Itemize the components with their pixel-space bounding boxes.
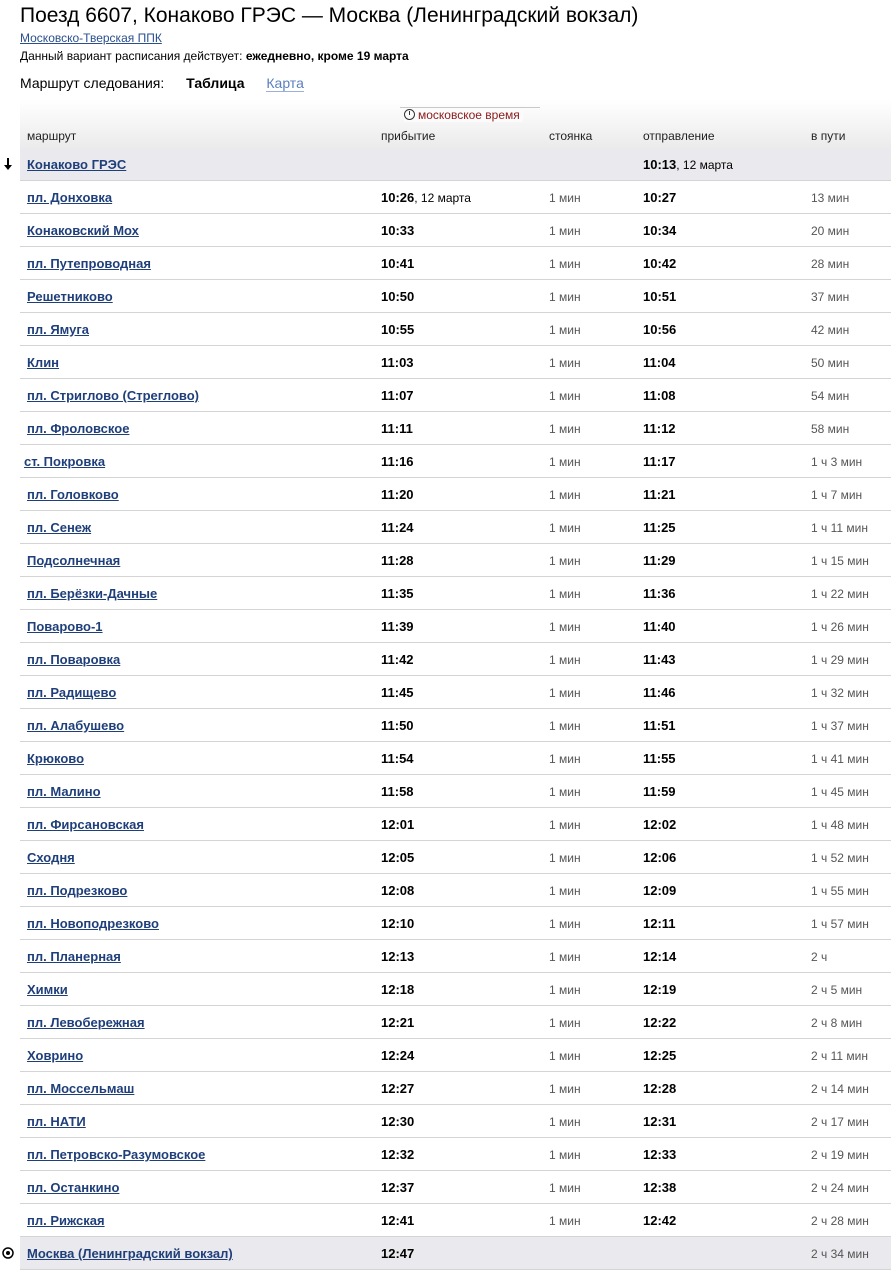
station-link[interactable]: пл. Малино (27, 784, 101, 799)
column-header-route: маршрут (27, 129, 77, 143)
schedule-table-body (0, 148, 891, 1270)
stop-duration: 1 мин (549, 356, 581, 370)
stop-duration: 1 мин (549, 983, 581, 997)
arrival-time-value: 10:55 (381, 322, 415, 337)
station-link[interactable]: пл. Донховка (27, 190, 113, 205)
departure-time-value: 10:34 (643, 223, 677, 238)
arrival-time-value: 11:50 (381, 718, 414, 733)
travel-time: 1 ч 41 мин (811, 752, 869, 766)
table-row (20, 676, 891, 709)
arrival-time (381, 982, 414, 998)
travel-time: 2 ч 24 мин (811, 1181, 869, 1195)
arrival-time (381, 388, 414, 404)
departure-time (643, 520, 676, 536)
stop-duration: 1 мин (549, 455, 581, 469)
departure-time (643, 454, 676, 470)
departure-time-value: 11:36 (643, 586, 676, 601)
arrival-time-value: 12:08 (381, 883, 415, 898)
arrival-time-value: 11:54 (381, 751, 414, 766)
arrival-time (381, 322, 414, 338)
travel-time: 2 ч 34 мин (811, 1247, 869, 1261)
arrival-time (381, 1048, 414, 1064)
arrival-time-value: 12:30 (381, 1114, 415, 1129)
departure-time-value: 12:42 (643, 1213, 677, 1228)
arrival-time-value: 12:21 (381, 1015, 415, 1030)
arrival-time (381, 652, 414, 668)
arrival-time-value: 11:42 (381, 652, 414, 667)
arrival-time (381, 751, 414, 767)
arrival-time-value: 11:03 (381, 355, 414, 370)
table-row (20, 643, 891, 676)
arrival-time (381, 1015, 414, 1031)
arrival-time-value: 11:24 (381, 520, 414, 535)
departure-time (643, 157, 733, 173)
validity-label: Данный вариант расписания действует: (20, 49, 243, 63)
arrival-time-value: 12:18 (381, 982, 415, 997)
stop-duration: 1 мин (549, 719, 581, 733)
stop-duration: 1 мин (549, 917, 581, 931)
arrival-time-value: 11:07 (381, 388, 414, 403)
station-link[interactable]: пл. Сенеж (27, 520, 92, 535)
departure-time (643, 685, 676, 701)
table-row (20, 445, 891, 478)
arrival-time (381, 454, 414, 470)
arrival-time-value: 12:13 (381, 949, 415, 964)
departure-time (643, 553, 676, 569)
arrival-time-value: 11:39 (381, 619, 414, 634)
travel-time: 2 ч 14 мин (811, 1082, 869, 1096)
departure-time-value: 12:22 (643, 1015, 677, 1030)
table-row (20, 313, 891, 346)
station-link[interactable]: пл. Путепроводная (27, 256, 151, 271)
departure-time-value: 11:40 (643, 619, 676, 634)
table-row (20, 874, 891, 907)
table-row (20, 379, 891, 412)
table-row (20, 1171, 891, 1204)
departure-time-value: 12:09 (643, 883, 677, 898)
table-row (20, 973, 891, 1006)
departure-time-value: 12:19 (643, 982, 677, 997)
departure-time-value: 11:12 (643, 421, 676, 436)
travel-time: 2 ч 8 мин (811, 1016, 863, 1030)
departure-time-value: 11:25 (643, 520, 676, 535)
stop-duration: 1 мин (549, 554, 581, 568)
travel-time: 1 ч 32 мин (811, 686, 869, 700)
departure-time (643, 619, 676, 635)
travel-time: 1 ч 11 мин (811, 521, 868, 535)
arrival-time (381, 223, 414, 239)
arrival-time (381, 1180, 414, 1196)
departure-time-value: 11:29 (643, 553, 676, 568)
column-header-travel: в пути (811, 129, 846, 143)
station-link[interactable]: пл. Фроловское (27, 421, 130, 436)
departure-time-value: 12:31 (643, 1114, 677, 1129)
arrival-time (381, 256, 414, 272)
target-circle-icon (2, 1246, 14, 1260)
travel-time: 2 ч 28 мин (811, 1214, 869, 1228)
travel-time: 2 ч 5 мин (811, 983, 863, 997)
departure-time (643, 1015, 676, 1031)
station-link[interactable]: Москва (Ленинградский вокзал) (27, 1246, 233, 1261)
arrival-time (381, 520, 414, 536)
table-row (20, 346, 891, 379)
station-link[interactable]: пл. Радищево (27, 685, 117, 700)
table-row (20, 511, 891, 544)
page-title: Поезд 6607, Конаково ГРЭС — Москва (Ленинградский вокзал) (20, 4, 639, 27)
stop-duration: 1 мин (549, 818, 581, 832)
travel-time: 1 ч 55 мин (811, 884, 869, 898)
departure-time-value: 12:11 (643, 916, 676, 931)
arrival-time (381, 883, 414, 899)
table-row (20, 907, 891, 940)
arrival-time (381, 916, 414, 932)
stop-duration: 1 мин (549, 488, 581, 502)
arrival-time (381, 553, 414, 569)
arrival-time-value: 11:16 (381, 454, 414, 469)
station-link[interactable]: пл. Ямуга (27, 322, 89, 337)
departure-time (643, 949, 676, 965)
stop-duration: 1 мин (549, 653, 581, 667)
departure-time-value: 12:28 (643, 1081, 677, 1096)
departure-time-value: 12:38 (643, 1180, 677, 1195)
arrival-time (381, 850, 414, 866)
table-row (20, 544, 891, 577)
arrival-time (381, 685, 414, 701)
departure-time (643, 784, 676, 800)
departure-time (643, 751, 676, 767)
stop-duration: 1 мин (549, 1016, 581, 1030)
station-link[interactable]: пл. Подрезково (27, 883, 128, 898)
travel-time: 2 ч 11 мин (811, 1049, 868, 1063)
departure-time-value: 12:06 (643, 850, 677, 865)
schedule-validity (20, 49, 409, 64)
column-header-arrival: прибытие (381, 129, 436, 143)
station-link[interactable]: Крюково (27, 751, 85, 766)
table-row (20, 808, 891, 841)
departure-time (643, 421, 676, 437)
departure-time-value: 12:02 (643, 817, 677, 832)
stop-duration: 1 мин (549, 1115, 581, 1129)
arrival-time-value: 11:28 (381, 553, 414, 568)
arrival-time-value: 11:35 (381, 586, 414, 601)
stop-duration: 1 мин (549, 950, 581, 964)
stop-duration: 1 мин (549, 587, 581, 601)
departure-time (643, 190, 676, 206)
station-link[interactable]: пл. НАТИ (27, 1114, 86, 1129)
travel-time: 50 мин (811, 356, 850, 370)
table-row (20, 1072, 891, 1105)
departure-time (643, 850, 676, 866)
stop-duration: 1 мин (549, 1214, 581, 1228)
arrival-date: , 12 марта (414, 191, 471, 205)
departure-time (643, 355, 676, 371)
arrival-time (381, 784, 414, 800)
table-row (20, 181, 891, 214)
table-row (20, 610, 891, 643)
arrow-down-icon (2, 157, 14, 171)
arrival-time-value: 12:47 (381, 1246, 415, 1261)
stop-duration: 1 мин (549, 752, 581, 766)
departure-time (643, 1081, 676, 1097)
travel-time: 1 ч 37 мин (811, 719, 869, 733)
column-header-departure: отправление (643, 129, 715, 143)
station-link[interactable]: Поварово-1 (27, 619, 103, 634)
arrival-time-value: 10:41 (381, 256, 415, 271)
departure-time-value: 11:21 (643, 487, 676, 502)
departure-time (643, 1048, 676, 1064)
departure-time (643, 817, 676, 833)
stop-duration: 1 мин (549, 785, 581, 799)
arrival-time-value: 12:10 (381, 916, 415, 931)
travel-time: 37 мин (811, 290, 850, 304)
station-link[interactable]: пл. Головково (27, 487, 119, 502)
departure-time-value: 10:51 (643, 289, 677, 304)
travel-time: 20 мин (811, 224, 850, 238)
arrival-time (381, 1147, 414, 1163)
stop-duration: 1 мин (549, 191, 581, 205)
travel-time: 1 ч 3 мин (811, 455, 863, 469)
departure-time (643, 586, 676, 602)
departure-time (643, 718, 676, 734)
departure-time (643, 1114, 676, 1130)
travel-time: 58 мин (811, 422, 850, 436)
table-row (20, 247, 891, 280)
departure-time-value: 11:08 (643, 388, 676, 403)
travel-time: 28 мин (811, 257, 850, 271)
tab-map[interactable]: Карта (266, 75, 304, 91)
tab-table: Таблица (186, 75, 245, 91)
station-link[interactable]: пл. Левобережная (27, 1015, 145, 1030)
arrival-time (381, 487, 414, 503)
departure-time (643, 883, 676, 899)
arrival-time (381, 1246, 414, 1262)
arrival-time (381, 1081, 414, 1097)
arrival-time-value: 12:37 (381, 1180, 415, 1195)
station-link[interactable]: Химки (27, 982, 68, 997)
departure-time (643, 982, 676, 998)
station-link[interactable]: пл. Фирсановская (27, 817, 144, 832)
station-link[interactable]: Решетниково (27, 289, 113, 304)
validity-value: ежедневно, кроме 19 марта (245, 49, 409, 63)
arrival-time-value: 10:33 (381, 223, 415, 238)
departure-date: , 12 марта (676, 158, 733, 172)
route-view-switcher (20, 74, 304, 92)
departure-time-value: 10:13 (643, 157, 677, 172)
arrival-time-value: 12:05 (381, 850, 415, 865)
arrival-time-value: 10:50 (381, 289, 415, 304)
stop-duration: 1 мин (549, 1049, 581, 1063)
travel-time: 1 ч 48 мин (811, 818, 869, 832)
stop-duration: 1 мин (549, 1181, 581, 1195)
arrival-time-value: 12:27 (381, 1081, 415, 1096)
travel-time: 1 ч 45 мин (811, 785, 869, 799)
arrival-time-value: 11:11 (381, 421, 413, 436)
travel-time: 2 ч (811, 950, 828, 964)
travel-time: 1 ч 7 мин (811, 488, 863, 502)
column-header-stop: стоянка (549, 129, 593, 143)
departure-time (643, 256, 676, 272)
table-row (20, 148, 891, 181)
table-row (20, 940, 891, 973)
departure-time-value: 11:46 (643, 685, 676, 700)
clock-icon (404, 109, 415, 120)
table-row (20, 478, 891, 511)
arrival-time-value: 11:58 (381, 784, 414, 799)
departure-time (643, 289, 676, 305)
arrival-time (381, 1213, 414, 1229)
stop-duration: 1 мин (549, 620, 581, 634)
station-link[interactable]: пл. Петровско-Разумовское (27, 1147, 206, 1162)
stop-duration: 1 мин (549, 290, 581, 304)
departure-time (643, 223, 676, 239)
travel-time: 1 ч 15 мин (811, 554, 869, 568)
departure-time-value: 12:33 (643, 1147, 677, 1162)
arrival-time (381, 949, 414, 965)
arrival-time (381, 1114, 414, 1130)
stop-duration: 1 мин (549, 521, 581, 535)
arrival-time-value: 12:01 (381, 817, 415, 832)
travel-time: 1 ч 57 мин (811, 917, 869, 931)
departure-time (643, 322, 676, 338)
table-row (20, 412, 891, 445)
departure-time (643, 487, 676, 503)
table-row (20, 775, 891, 808)
departure-time (643, 1213, 676, 1229)
station-link[interactable]: пл. Берёзки-Дачные (27, 586, 158, 601)
departure-time-value: 12:14 (643, 949, 677, 964)
station-link[interactable]: пл. Планерная (27, 949, 121, 964)
departure-time (643, 652, 676, 668)
stop-duration: 1 мин (549, 851, 581, 865)
arrival-time (381, 355, 414, 371)
table-row (20, 709, 891, 742)
arrival-time-value: 12:24 (381, 1048, 415, 1063)
travel-time: 2 ч 19 мин (811, 1148, 869, 1162)
departure-time-value: 11:04 (643, 355, 676, 370)
stop-duration: 1 мин (549, 389, 581, 403)
travel-time: 1 ч 29 мин (811, 653, 869, 667)
departure-time-value: 11:59 (643, 784, 676, 799)
travel-time: 54 мин (811, 389, 850, 403)
station-link[interactable]: пл. Моссельмаш (27, 1081, 135, 1096)
station-link[interactable]: пл. Стриглово (Стреглово) (27, 388, 199, 403)
station-link[interactable]: Конаково ГРЭС (27, 157, 127, 172)
stop-duration: 1 мин (549, 1082, 581, 1096)
table-row (20, 1105, 891, 1138)
departure-time-value: 12:25 (643, 1048, 677, 1063)
arrival-time-value: 12:32 (381, 1147, 415, 1162)
stop-duration: 1 мин (549, 224, 581, 238)
departure-time-value: 10:42 (643, 256, 677, 271)
table-row (20, 214, 891, 247)
departure-time (643, 916, 676, 932)
timezone-text: московское время (418, 108, 520, 122)
arrival-time (381, 718, 414, 734)
station-link[interactable]: Клин (27, 355, 60, 370)
station-link[interactable]: пл. Поваровка (27, 652, 121, 667)
arrival-time (381, 421, 413, 437)
station-link[interactable]: Подсолнечная (27, 553, 121, 568)
station-link[interactable]: пл. Новоподрезково (27, 916, 159, 931)
timezone-note (404, 108, 523, 122)
travel-time: 2 ч 17 мин (811, 1115, 869, 1129)
arrival-time (381, 190, 471, 206)
arrival-time (381, 619, 414, 635)
stop-duration: 1 мин (549, 1148, 581, 1162)
departure-time (643, 1147, 676, 1163)
station-link[interactable]: пл. Алабушево (27, 718, 125, 733)
travel-time: 13 мин (811, 191, 850, 205)
table-row (20, 1204, 891, 1237)
arrival-time (381, 586, 414, 602)
route-view-label: Маршрут следования: (20, 75, 165, 91)
arrival-time (381, 289, 414, 305)
station-link[interactable]: Конаковский Мох (27, 223, 139, 238)
station-link[interactable]: Ховрино (27, 1048, 84, 1063)
departure-time-value: 11:43 (643, 652, 676, 667)
arrival-time-value: 10:26 (381, 190, 415, 205)
arrival-time-value: 12:41 (381, 1213, 415, 1228)
arrival-time-value: 11:45 (381, 685, 414, 700)
table-row (20, 742, 891, 775)
table-row (20, 1039, 891, 1072)
table-row (20, 1006, 891, 1039)
station-link[interactable]: Сходня (27, 850, 75, 865)
stop-duration: 1 мин (549, 686, 581, 700)
stop-duration: 1 мин (549, 884, 581, 898)
table-row (20, 841, 891, 874)
stop-duration: 1 мин (549, 323, 581, 337)
station-link[interactable]: ст. Покровка (24, 454, 106, 469)
departure-time-value: 11:51 (643, 718, 676, 733)
travel-time: 1 ч 22 мин (811, 587, 869, 601)
departure-time-value: 10:27 (643, 190, 677, 205)
arrival-time-value: 11:20 (381, 487, 414, 502)
table-row (20, 1138, 891, 1171)
station-link[interactable]: пл. Останкино (27, 1180, 120, 1195)
departure-time-value: 11:55 (643, 751, 676, 766)
table-row (20, 1237, 891, 1270)
travel-time: 1 ч 26 мин (811, 620, 869, 634)
table-row (20, 280, 891, 313)
departure-time (643, 1180, 676, 1196)
departure-time-value: 10:56 (643, 322, 677, 337)
departure-time-value: 11:17 (643, 454, 676, 469)
stop-duration: 1 мин (549, 257, 581, 271)
carrier-link[interactable]: Московско-Тверская ППК (20, 31, 162, 45)
departure-time (643, 388, 676, 404)
table-row (20, 577, 891, 610)
station-link[interactable]: пл. Рижская (27, 1213, 105, 1228)
arrival-time (381, 817, 414, 833)
stop-duration: 1 мин (549, 422, 581, 436)
travel-time: 42 мин (811, 323, 850, 337)
travel-time: 1 ч 52 мин (811, 851, 869, 865)
